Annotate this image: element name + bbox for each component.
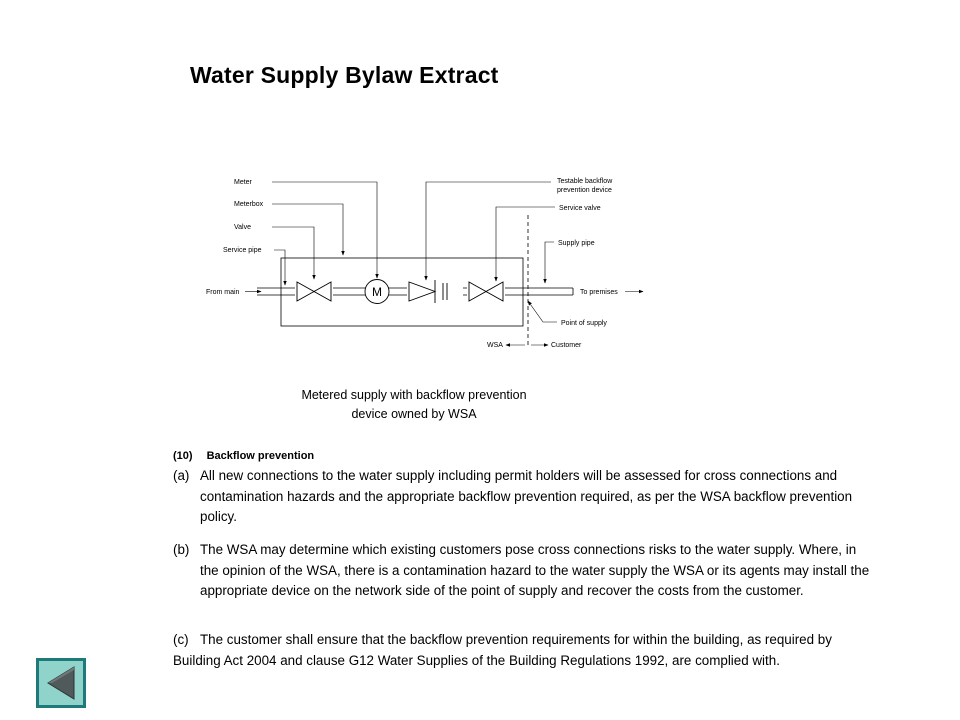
label-service-valve: Service valve	[559, 205, 601, 212]
label-from-main: From main	[206, 289, 240, 296]
label-point-of-supply: Point of supply	[561, 320, 607, 327]
label-wsa: WSA	[487, 342, 503, 349]
clause-text: The WSA may determine which existing customers pose cross connections risks to the water supply. Where, in the opinion of the WSA, there is a contamination hazard to the water supply the WSA or its agents may install the appropriate device on the network side of the point of supply and recover the costs from the customer.	[200, 542, 870, 598]
back-button[interactable]	[36, 658, 86, 708]
label-testable-line1: Testable backflow	[557, 178, 613, 185]
backflow-diagram	[195, 165, 665, 430]
clause-c	[173, 630, 873, 671]
label-to-premises: To premises	[580, 289, 618, 296]
clause-a	[173, 466, 873, 528]
label-testable-line2: prevention device	[557, 187, 612, 194]
testable-backflow-device-symbol	[407, 280, 463, 303]
page-title: Water Supply Bylaw Extract	[190, 62, 499, 88]
clause-b	[173, 540, 873, 602]
section-heading	[173, 450, 314, 462]
clause-label: (b)	[173, 542, 190, 557]
label-valve: Valve	[234, 224, 251, 231]
meter-letter: M	[372, 285, 382, 299]
clause-label: (c)	[173, 632, 189, 647]
label-customer: Customer	[551, 342, 582, 349]
label-supply-pipe: Supply pipe	[558, 240, 595, 247]
clause-text: All new connections to the water supply including permit holders will be assessed for cross connections and contamination hazards and the appropriate backflow prevention required, as per the WSA backflow prevention policy.	[200, 468, 853, 524]
section-number: (10)	[173, 450, 193, 462]
label-meterbox: Meterbox	[234, 201, 264, 208]
clause-text: The customer shall ensure that the backflow prevention requirements for within the building, as required by Building Act 2004 and clause G12 Water Supplies of the Building Regulations 1992, are complied with.	[173, 632, 832, 668]
meter-symbol	[365, 280, 389, 304]
diagram-caption-line1: Metered supply with backflow prevention	[301, 388, 527, 402]
clause-label: (a)	[173, 468, 190, 483]
service-valve-symbol	[467, 281, 505, 303]
valve-symbol	[295, 281, 333, 303]
diagram-caption-line2: device owned by WSA	[351, 407, 477, 421]
section-title: Backflow prevention	[206, 450, 315, 462]
left-triangle-icon	[39, 661, 83, 705]
label-meter: Meter	[234, 179, 252, 186]
label-service-pipe: Service pipe	[223, 247, 262, 254]
